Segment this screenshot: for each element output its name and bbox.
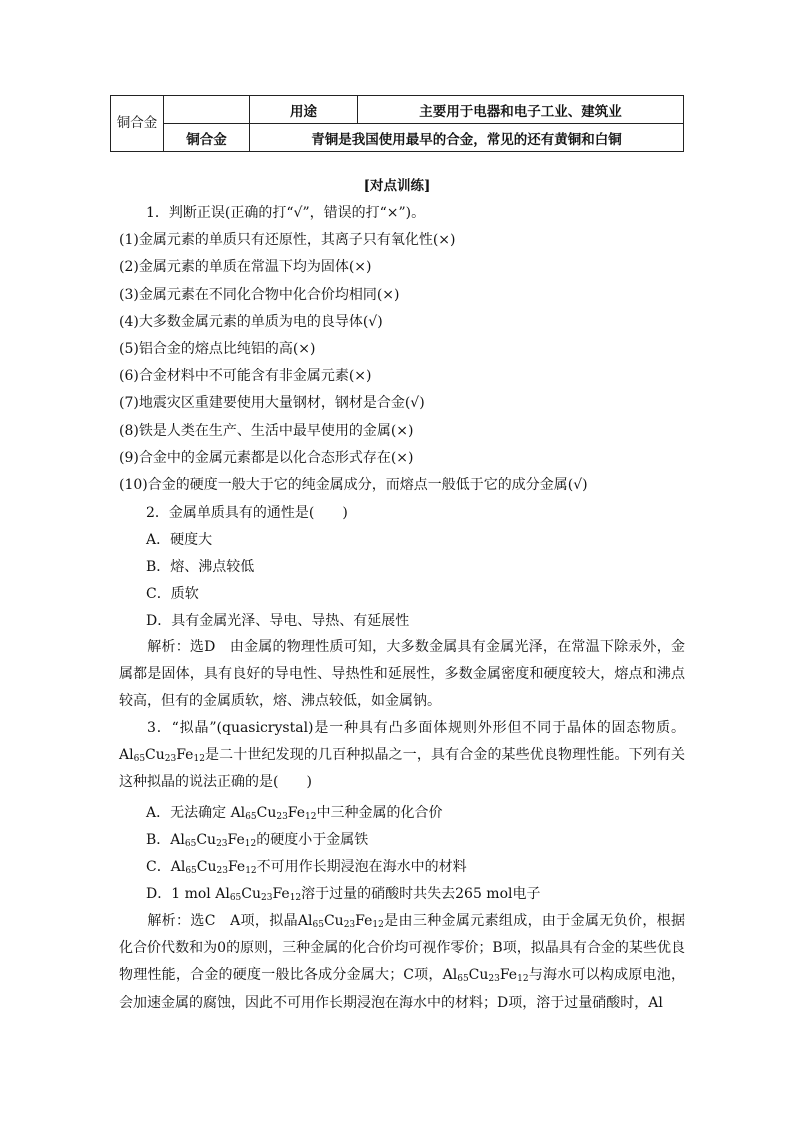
formula: $Al_{65}Cu_{23}Fe_{12}$ [442, 967, 529, 985]
q2-option-c: C．质软 [146, 586, 199, 602]
q2-option-a: A．硬度大 [146, 532, 213, 548]
q2-analysis: 解析：选D 由金属的物理性质可知，大多数金属具有金属光泽，在常温下除汞外，金属都是固体，具有良好的导电性、导热性和延展性，多数金属密度和硬度较大，熔点和沸点较高，但有的金属质软，熔、沸点较低，如金属钠。 [119, 639, 685, 710]
empty-cell [164, 96, 250, 124]
q1-item: (8)铁是人类在生产、生活中最早使用的金属(×) [119, 423, 414, 439]
q1-item: (4)大多数金属元素的单质为电的良导体(√) [119, 314, 383, 330]
q1-item: (1)金属元素的单质只有还原性，其离子只有氧化性(×) [119, 232, 456, 248]
formula: $Al_{65}Cu_{23}Fe_{12}$ [119, 747, 205, 765]
use-value-cell: 主要用于电器和电子工业、建筑业 [358, 96, 684, 124]
formula: $Al_{65}Cu_{23}Fe_{12}$ [215, 886, 302, 903]
alloy-label: 铜合金 [116, 115, 158, 131]
q3-option-a: A．无法确定 $Al_{65}Cu_{23}Fe_{12}$中三种金属的化合价 [146, 805, 443, 822]
section-title: [对点训练] [363, 178, 431, 194]
q1-item: (10)合金的硬度一般大于它的纯金属成分，而熔点一般低于它的成分金属(√) [119, 477, 588, 493]
q1-stem: 1．判断正误(正确的打“√”，错误的打“×”)。 [146, 205, 426, 221]
q3-stem: 3．“拟晶”(quasicrystal)是一种具有凸多面体规则外形但不同于晶体的固态物质。$Al_{65}Cu_{23}Fe_{12}$是二十世纪发现的几百种拟晶之一，具有合金的某些优良物理性能。下列有关这种拟晶的说法正确的是( ) [119, 720, 685, 791]
q2-option-b: B．熔、沸点较低 [146, 559, 255, 575]
q1-item: (2)金属元素的单质在常温下均为固体(×) [119, 259, 372, 275]
formula: $Al_{65}Cu_{23}Fe_{12}$ [170, 859, 257, 876]
q1-item: (7)地震灾区重建要使用大量钢材，钢材是合金(√) [119, 395, 425, 411]
q3-option-d: D．1 mol $Al_{65}Cu_{23}Fe_{12}$溶于过量的硝酸时共失去265 mol电子 [146, 886, 541, 903]
formula: $Al_{65}Cu_{23}Fe_{12}$ [230, 805, 317, 822]
q3-analysis: 解析：选C A项，拟晶$Al_{65}Cu_{23}Fe_{12}$是由三种金属元素组成，由于金属无负价，根据化合价代数和为0的原则，三种金属的化合价均可视作零价；B项，拟晶具有合金的某些优良物理性能，合金的硬度一般比各成分金属大；C项，$Al_{65}Cu_{23}Fe_{12}$与海水可以构成原电池，会加速金属的腐蚀，因此不可用作长期浸泡在海水中的材料；D项，溶于过量硝酸时，Al [119, 913, 686, 1011]
use-label-cell: 用途 [250, 96, 358, 124]
formula: $Al_{65}Cu_{23}Fe_{12}$ [297, 913, 384, 930]
q2-stem: 2．金属单质具有的通性是( ) [146, 505, 348, 521]
q2-option-d: D．具有金属光泽、导电、导热、有延展性 [146, 613, 410, 629]
q1-item: (9)合金中的金属元素都是以化合态形式存在(×) [119, 450, 414, 466]
q1-item: (6)合金材料中不可能含有非金属元素(×) [119, 368, 372, 384]
alloy-desc-cell: 青铜是我国使用最早的合金，常见的还有黄铜和白铜 [250, 124, 684, 152]
q3-option-c: C．$Al_{65}Cu_{23}Fe_{12}$不可用作长期浸泡在海水中的材料 [146, 859, 467, 876]
q1-item: (3)金属元素在不同化合物中化合价均相同(×) [119, 287, 400, 303]
alloy-label-cell [111, 96, 164, 152]
formula: $Al_{65}Cu_{23}Fe_{12}$ [170, 832, 257, 849]
q1-item: (5)铝合金的熔点比纯铝的高(×) [119, 341, 316, 357]
alloy-name-cell: 铜合金 [164, 124, 250, 152]
q3-option-b: B．$Al_{65}Cu_{23}Fe_{12}$的硬度小于金属铁 [146, 832, 369, 849]
copper-alloy-table [110, 95, 684, 152]
